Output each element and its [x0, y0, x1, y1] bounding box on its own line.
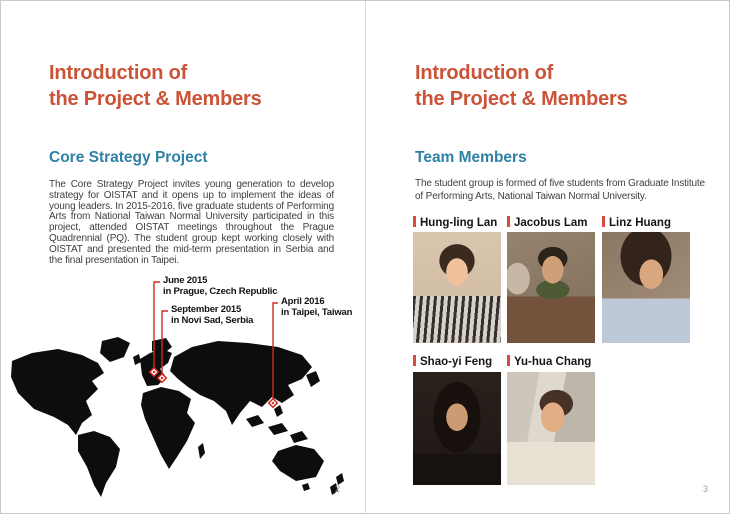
page-number-left: 2: [335, 484, 341, 494]
section-heading-core-strategy: Core Strategy Project: [49, 149, 208, 166]
page-right: [367, 1, 729, 513]
page-title-line2: the Project & Members: [49, 88, 262, 110]
section-heading-team-members: Team Members: [415, 149, 527, 166]
callout-novisad-place: in Novi Sad, Serbia: [171, 314, 254, 326]
page-title: [49, 60, 262, 112]
map-south-america: [78, 431, 120, 497]
member-photo: [507, 372, 595, 485]
member-name: [413, 216, 497, 229]
name-accent-bar: [507, 355, 510, 366]
member-name-label: Hung-ling Lan: [420, 217, 498, 229]
callout-taipei-date: April 2016: [281, 296, 325, 307]
name-accent-bar: [413, 355, 416, 366]
member-name-label: Jacobus Lam: [514, 217, 588, 229]
name-accent-bar: [413, 216, 416, 227]
name-accent-bar: [507, 216, 510, 227]
member-name-label: Yu-hua Chang: [514, 356, 592, 368]
map-africa: [141, 387, 195, 469]
callout-prague-date: June 2015: [163, 275, 208, 286]
world-map: [6, 331, 356, 499]
map-indonesia-1: [246, 415, 264, 427]
map-australia: [272, 445, 324, 481]
map-madagascar: [198, 443, 205, 459]
callout-prague: [163, 276, 277, 297]
map-indonesia-2: [268, 423, 288, 435]
map-tasmania: [302, 483, 310, 491]
map-japan: [306, 371, 320, 387]
page-title-line1: Introduction of: [415, 62, 554, 84]
page-left: [1, 1, 366, 513]
page-number-right: 3: [703, 484, 709, 494]
callout-taipei: [281, 297, 352, 318]
member-photo: [413, 232, 501, 343]
map-philippines: [274, 405, 283, 417]
page-title-line2: the Project & Members: [415, 88, 628, 110]
callout-prague-place: in Prague, Czech Republic: [163, 285, 278, 297]
map-europe: [140, 349, 172, 386]
page-title: [415, 60, 628, 112]
map-north-america: [11, 349, 104, 435]
member-photo: [602, 232, 690, 343]
member-name-label: Shao-yi Feng: [420, 356, 493, 368]
body-paragraph: The student group is formed of five students from Graduate Institute of Performing Arts, National Taiwan Normal University.: [415, 178, 705, 203]
callout-novisad: [171, 305, 253, 326]
member-name: [413, 355, 492, 368]
member-name: [602, 216, 671, 229]
name-accent-bar: [602, 216, 605, 227]
member-name: [507, 216, 588, 229]
member-name-label: Linz Huang: [609, 217, 671, 229]
member-photo: [413, 372, 501, 485]
map-asia: [170, 341, 312, 425]
member-name: [507, 355, 591, 368]
map-indonesia-3: [290, 431, 308, 443]
map-british-isles: [133, 354, 141, 365]
member-photo: [507, 232, 595, 343]
body-paragraph: The Core Strategy Project invites young generation to develop strategy for OISTAT and it opens up to implement the ideas of young leaders. In 2015-2016, five graduate students of Performing Arts from National Taiwan Normal University participated in this project, attended OISTAT meetings throughout the Prague Quadrennial (PQ). The student group kept working closely with OISTAT and presented the mid-term presentation in Serbia and the final presentation in Taipei.: [49, 179, 334, 266]
callout-taipei-place: in Taipei, Taiwan: [281, 306, 353, 318]
map-greenland: [100, 337, 130, 362]
page-title-line1: Introduction of: [49, 62, 188, 84]
callout-novisad-date: September 2015: [171, 304, 242, 315]
